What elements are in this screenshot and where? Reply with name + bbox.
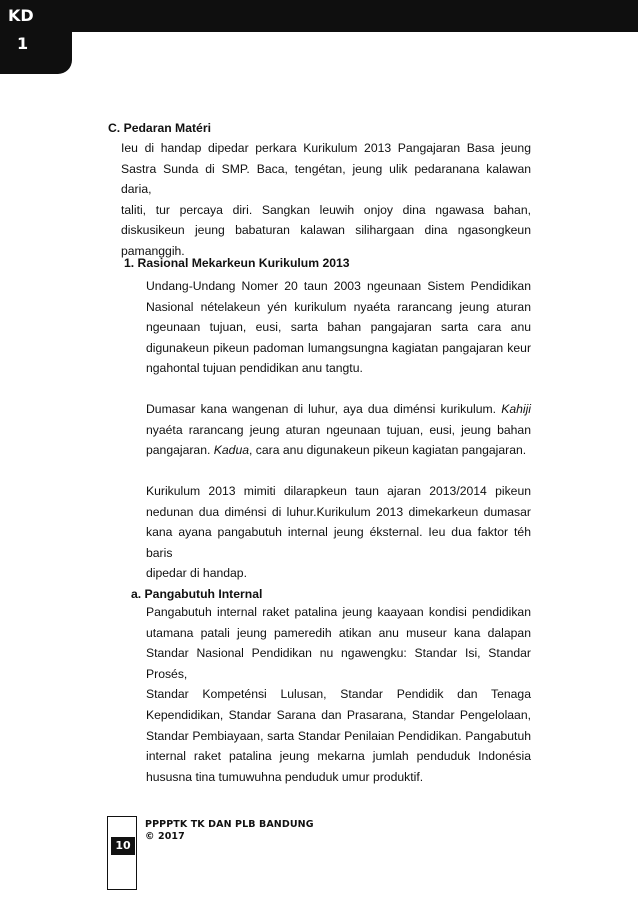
text-line: Kependidikan, Standar Sarana dan Prasarana, Standar Pengelolaan, — [146, 707, 531, 722]
section-a-heading: a. Pangabutuh Internal — [131, 587, 263, 601]
text-line: pamanggih. — [121, 243, 185, 258]
page-number: 10 — [111, 837, 135, 855]
emphasis-text: Kadua — [213, 443, 250, 458]
text-line: utamana patali jeung pameredih atikan anu museur kana dalapan — [146, 625, 531, 640]
text-line: Sastra Sunda di SMP. Baca, tengétan, jeung ulik pedaranana kalawan daria, — [121, 161, 531, 197]
text-line: Standar Nasional Pendidikan nu ngawengku: Standar Isi, Standar Prosés, — [146, 646, 531, 681]
section-1-paragraph-3 — [146, 481, 531, 584]
text-line: ngahontal tujuan pendidikan anu tangtu. — [146, 361, 363, 376]
text-line: hususna tina tumuwuhna penduduk umur produktif. — [146, 769, 424, 784]
text-line: Standar Pembiayaan, sarta Standar Penilaian Pendidikan. Pangabutuh — [146, 728, 531, 743]
text-line: diskusikeun jeung babaturan kalawan silihargaan dina ngasongkeun — [121, 223, 531, 238]
section-1-paragraph-2 — [146, 399, 531, 461]
text-line: Pangabutuh internal raket patalina jeung kaayaan kondisi pendidikan — [146, 605, 531, 619]
text-line: nedunan dua diménsi di luhur.Kurikulum 2013 dimekarkeun dumasar — [146, 504, 531, 519]
text-line: digunakeun pikeun padoman lumangsungna kagiatan pangajaran keur — [146, 340, 531, 355]
text-line: Ieu di handap dipedar perkara Kurikulum 2013 Pangajaran Basa jeung — [121, 141, 531, 155]
text-line: dipedar di handap. — [146, 566, 247, 581]
text-line — [146, 440, 531, 461]
section-c-heading: C. Pedaran Matéri — [108, 121, 211, 135]
footer-copyright: © 2017 — [145, 831, 185, 842]
text-line: ngeunaan tujuan, eusi, sarta bahan pangajaran sarta cara anu — [146, 320, 531, 335]
kd-label: KD — [8, 6, 34, 25]
text-run: Dumasar kana wangenan di luhur, aya dua diménsi kurikulum. — [146, 402, 502, 416]
text-run: pangajaran. — [146, 443, 214, 458]
section-c-body — [121, 138, 531, 262]
text-line: internal raket patalina jeung mekarna jumlah penduduk Indonésia — [146, 749, 531, 764]
text-line: Standar Kompeténsi Lulusan, Standar Pendidik dan Tenaga — [146, 687, 531, 702]
footer-org: PPPPTK TK DAN PLB BANDUNG — [145, 819, 314, 830]
text-line: nyaéta rarancang jeung aturan ngeunaan tujuan, eusi, jeung bahan — [146, 422, 531, 437]
text-line: Nasional nételakeun yén kurikulum nyaéta rarancang jeung aturan — [146, 299, 531, 314]
text-line: kana ayana pangabutuh internal jeung éksternal. Ieu dua faktor téh baris — [146, 525, 531, 560]
section-a-body — [146, 602, 531, 787]
text-line: Undang-Undang Nomer 20 taun 2003 ngeunaan Sistem Pendidikan — [146, 279, 531, 293]
kd-number: 1 — [17, 34, 29, 53]
text-line: Kurikulum 2013 mimiti dilarapkeun taun ajaran 2013/2014 pikeun — [146, 484, 531, 498]
text-line: taliti, tur percaya diri. Sangkan leuwih onjoy dina ngawasa bahan, — [121, 202, 531, 217]
text-line — [146, 399, 531, 420]
section-1-paragraph-1 — [146, 276, 531, 379]
footer-publisher — [145, 819, 314, 843]
text-run: , cara anu digunakeun pikeun kagiatan pangajaran. — [249, 443, 527, 458]
emphasis-text: Kahiji — [501, 402, 531, 416]
section-1-heading: 1. Rasional Mekarkeun Kurikulum 2013 — [124, 256, 350, 270]
